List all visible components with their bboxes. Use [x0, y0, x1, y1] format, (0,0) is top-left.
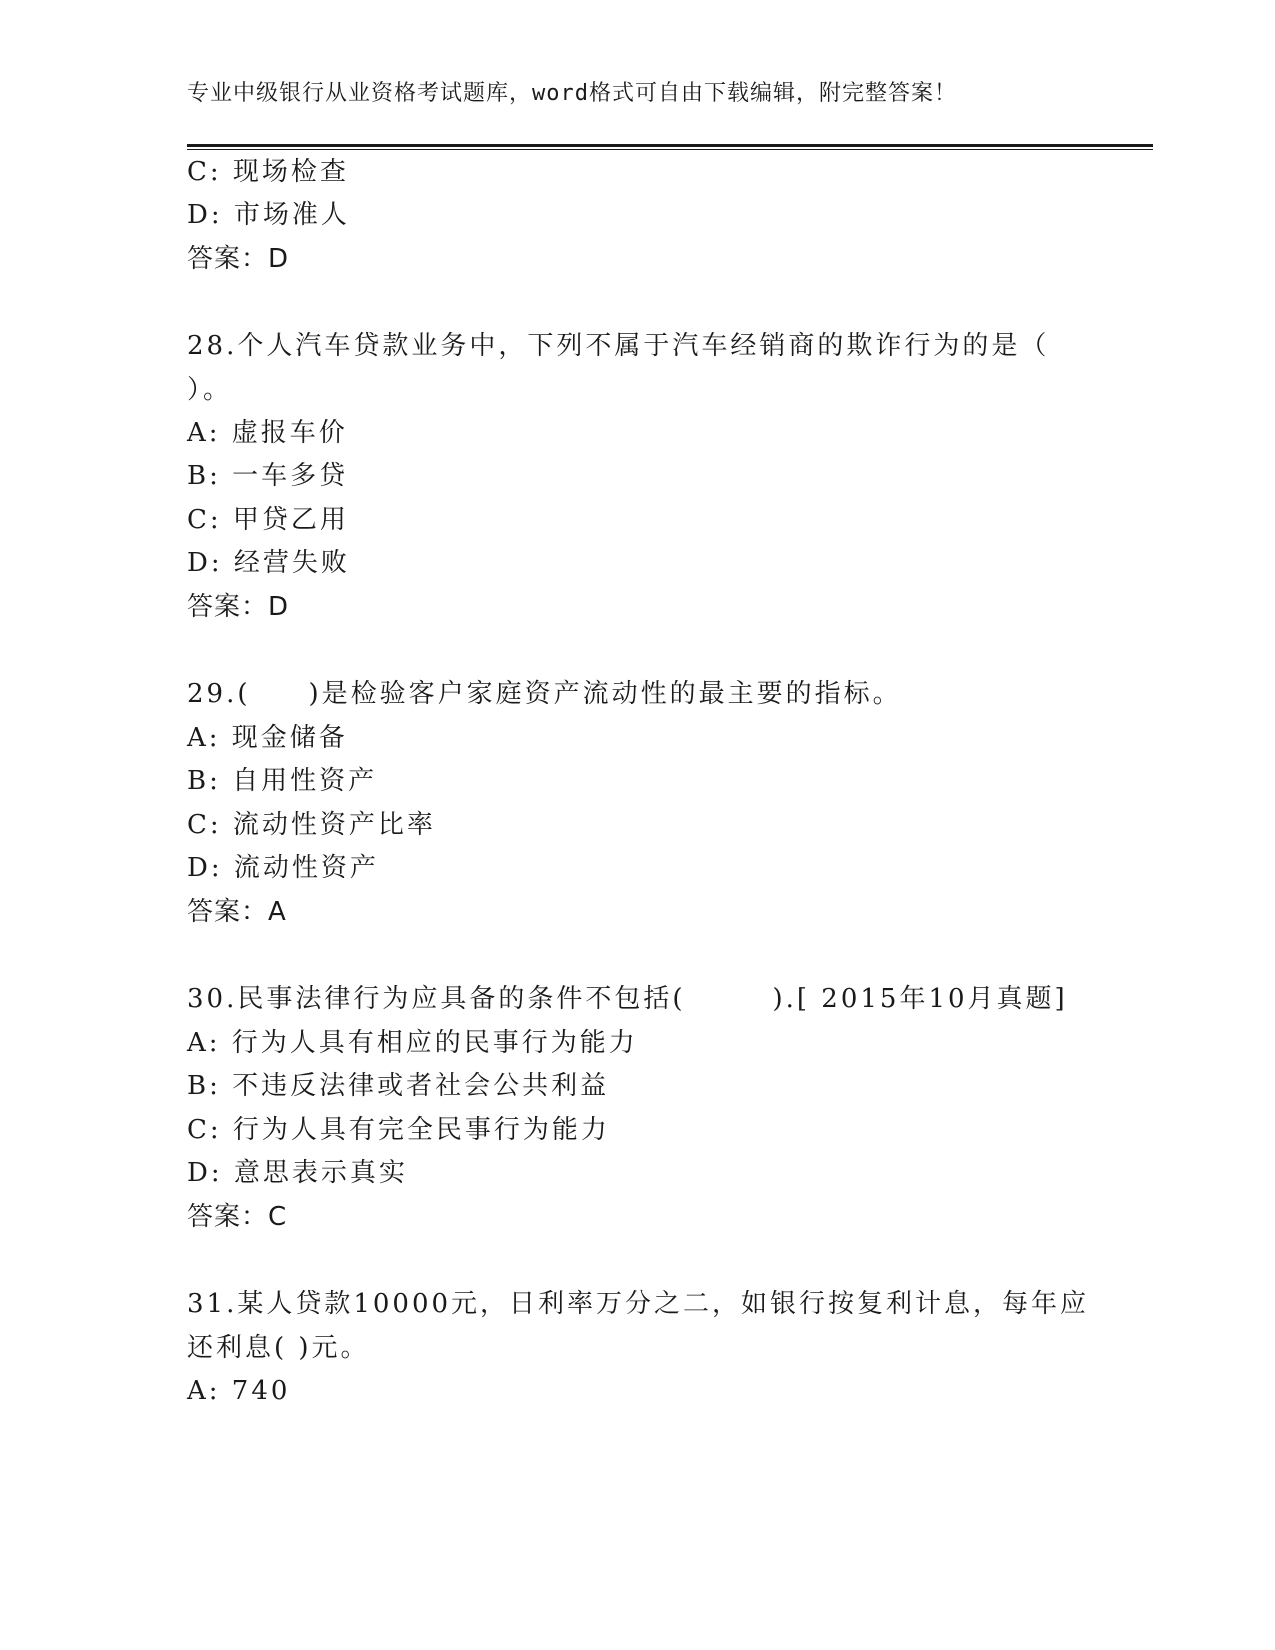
q28-option-b: B: 一车多贷: [187, 461, 349, 491]
q29-option-b: B: 自用性资产: [187, 766, 378, 796]
q27-answer: 答案：D: [187, 244, 290, 274]
q30-option-d: D: 意思表示真实: [187, 1158, 408, 1188]
q28-stem-line-2: ）。: [187, 375, 233, 405]
q30-answer: 答案：C: [187, 1202, 288, 1232]
q27-option-d: D: 市场准人: [187, 200, 350, 230]
header-divider: [187, 144, 1153, 150]
q29-option-d: D: 流动性资产: [187, 853, 379, 883]
q28-option-c: C: 甲贷乙用: [187, 505, 349, 535]
q30-stem: 30.民事法律行为应具备的条件不包括( ).[ 2015年10月真题]: [187, 984, 1068, 1014]
q30-option-a: A: 行为人具有相应的民事行为能力: [187, 1028, 638, 1058]
q28-option-a: A: 虚报车价: [187, 418, 348, 448]
q30-option-c: C: 行为人具有完全民事行为能力: [187, 1115, 610, 1145]
q30-option-b: B: 不违反法律或者社会公共利益: [187, 1071, 610, 1101]
q28-stem-line-1: 28.个人汽车贷款业务中，下列不属于汽车经销商的欺诈行为的是（: [187, 331, 1050, 361]
page-header: 专业中级银行从业资格考试题库，word格式可自由下载编辑，附完整答案！: [187, 81, 957, 106]
q31-stem-line-2: 还利息( )元。: [187, 1333, 370, 1363]
q31-option-a: A: 740: [187, 1376, 291, 1406]
q28-option-d: D: 经营失败: [187, 548, 350, 578]
q29-option-c: C: 流动性资产比率: [187, 810, 436, 840]
q27-option-c: C: 现场检查: [187, 157, 349, 187]
q29-stem: 29.( )是检验客户家庭资产流动性的最主要的指标。: [187, 679, 902, 709]
q29-option-a: A: 现金储备: [187, 723, 348, 753]
q28-answer: 答案：D: [187, 592, 290, 622]
q31-stem-line-1: 31.某人贷款10000元，日利率万分之二，如银行按复利计息，每年应: [187, 1289, 1090, 1319]
q29-answer: 答案：A: [187, 897, 287, 927]
